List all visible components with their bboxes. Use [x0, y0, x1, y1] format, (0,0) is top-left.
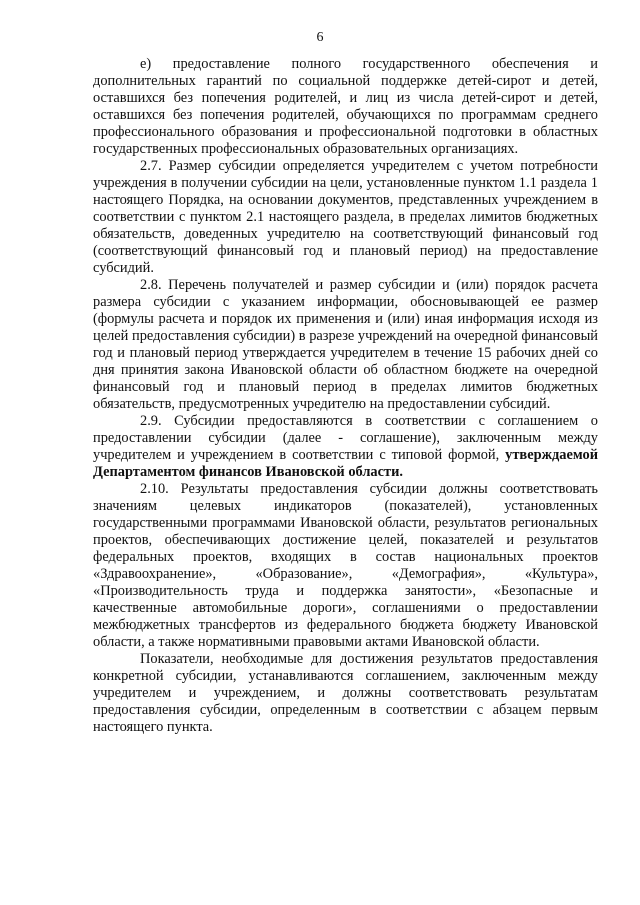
paragraph-2-9-emphasis: утверждаемой Департаментом финансов Ивановской области. [93, 447, 598, 480]
paragraph-e: е) предоставление полного государственного обеспечения и дополнительных гарантий по социальной поддержке детей-сирот и детей, оставшихся без попечения родителей, и лиц из числа детей-сирот и детей, оставшихся без попечения родителей, обучающихся по программам среднего профессионального образования и профессиональной подготовки в областных государственных профессиональных образовательных организациях. [93, 56, 598, 157]
paragraph-2-10: 2.10. Результаты предоставления субсидии должны соответствовать значениям целевых индикаторов (показателей), установленных государственными программами Ивановской области, результатов региональных проектов, обеспечивающих достижение целей, показателей и результатов федеральных проектов, входящих в состав национальных проектов «Здравоохранение», «Образование», «Демография», «Культура», «Производительность труда и поддержка занятости», «Безопасные и качественные автомобильные дороги», соглашениями о предоставлении межбюджетных трансфертов из федерального бюджета бюджету Ивановской области, а также нормативными правовыми актами Ивановской области. [93, 481, 598, 650]
paragraph-indicators: Показатели, необходимые для достижения результатов предоставления конкретной субсидии, устанавливаются соглашением, заключенным между учредителем и учреждением, и должны соответствовать результатам предоставления субсидии, определенным в соответствии с абзацем первым настоящего пункта. [93, 651, 598, 735]
paragraph-2-9 [93, 413, 598, 481]
paragraph-2-8: 2.8. Перечень получателей и размер субсидии и (или) порядок расчета размера субсидии с указанием информации, обосновывающей ее размер (формулы расчета и порядок их применения и (или) иная информация исходя из целей предоставления субсидии) в разрезе учреждений на очередной финансовый год и плановый период утверждается учредителем в течение 15 рабочих дней со дня принятия закона Ивановской области об областном бюджете на очередной финансовый год и плановый период в пределах лимитов бюджетных обязательств, предусмотренных учредителю на предоставлении субсидий. [93, 277, 598, 412]
paragraph-2-7: 2.7. Размер субсидии определяется учредителем с учетом потребности учреждения в получении субсидии на цели, установленные пунктом 1.1 раздела 1 настоящего Порядка, на основании документов, представленных учреждением в соответствии с пунктом 2.1 настоящего раздела, в пределах лимитов бюджетных обязательств, доведенных учредителю на соответствующий финансовый год (соответствующий финансовый год и плановый период) на предоставление субсидий. [93, 158, 598, 276]
paragraph-2-9-text: 2.9. Субсидии предоставляются в соответствии с соглашением о предоставлении субсидии (далее - соглашение), заключенным между учредителем и учреждением в соответствии с типовой формой, [93, 413, 598, 463]
document-body [93, 56, 598, 736]
page-number: 6 [316, 30, 324, 45]
